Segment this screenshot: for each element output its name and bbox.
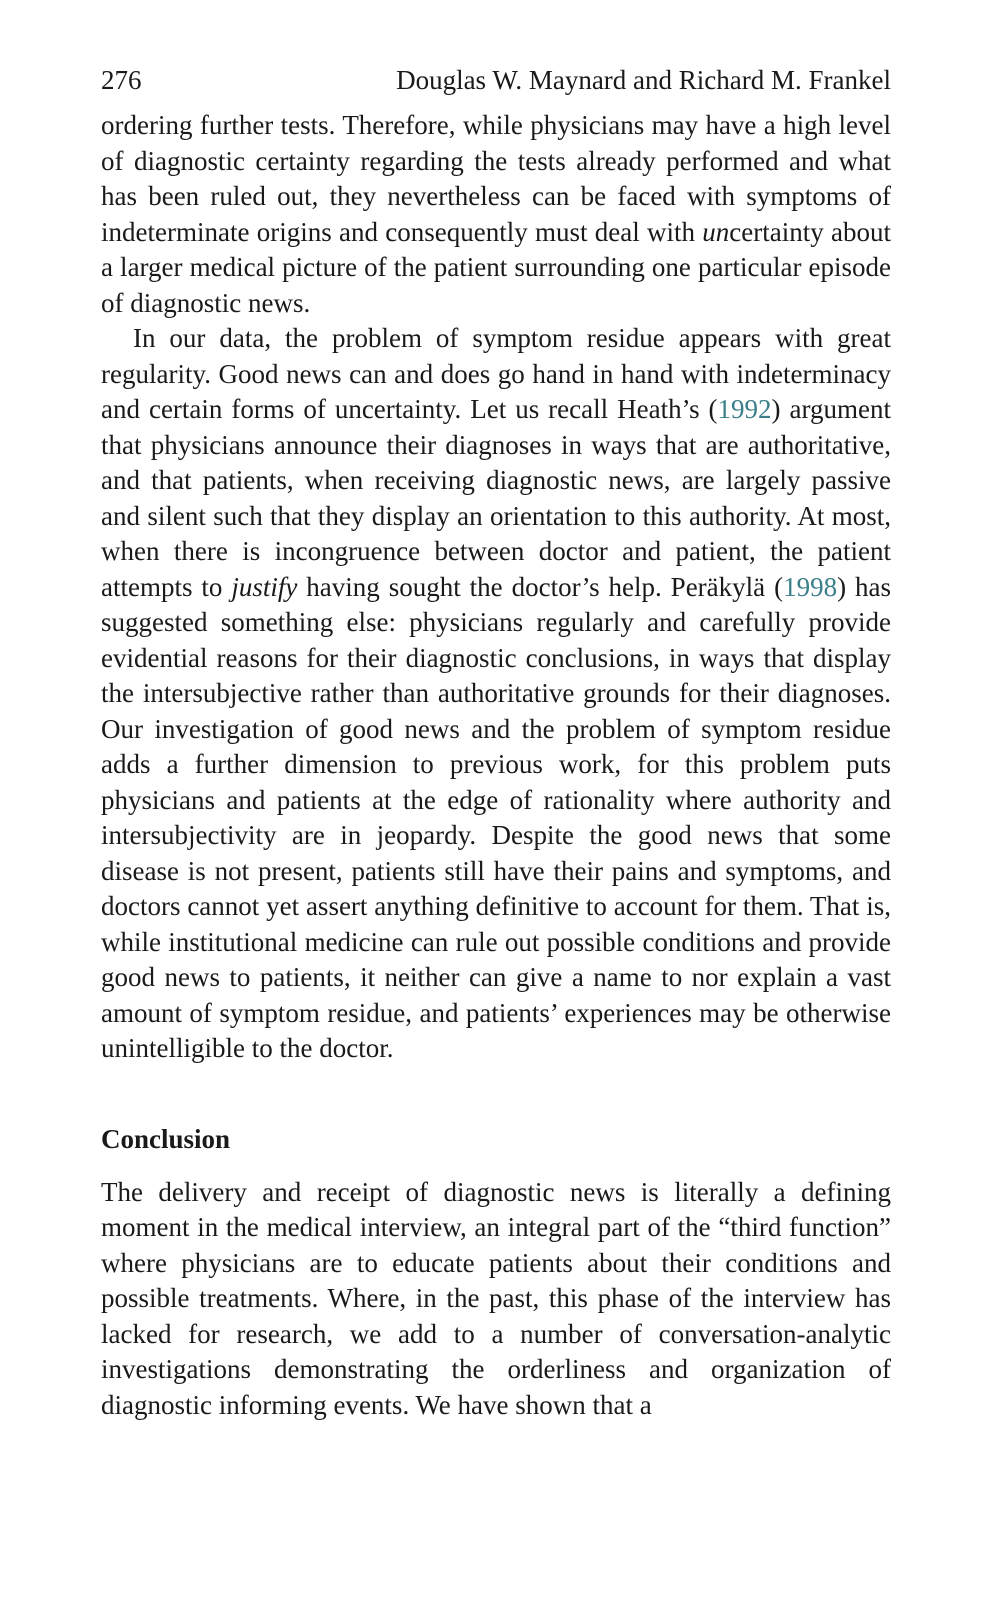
citation-link-heath-1992[interactable]: 1992 — [717, 394, 772, 424]
paragraph-1-text: ordering further tests. Therefore, while physicians may have a high level of diagnostic certainty regarding the tests already performed and what has been ruled out, they nevertheless can be faced with symptoms of indeterminate origins and consequently must deal with — [101, 110, 891, 247]
citation-link-perakyla-1998[interactable]: 1998 — [783, 571, 838, 602]
section-heading-conclusion: Conclusion — [101, 1123, 231, 1154]
paragraph-1-text-cont: certainty about a larger medical picture of the patient surrounding one particular episode of diagnostic news. — [101, 216, 891, 318]
emphasis-un: un — [702, 216, 730, 247]
paragraph-2-part-3: having sought the doctor’s help. Peräkylä ( — [297, 571, 784, 602]
paragraph-2-part-4: ) has suggested something else: physicians regularly and carefully provide evidential reasons for their diagnostic conclusions, in ways that display the intersubjective rather than authoritative grounds for their diagnoses. Our investigation of good news and the problem of symptom residue adds a further dimension to previous work, for this problem puts physicians and patients at the edge of rationality where authority and intersubjectivity are in jeopardy. Despite the good news that some disease is not present, patients still have their pains and symptoms, and doctors cannot yet assert anything definitive to account for them. That is, while institutional medicine can rule out possible conditions and provide good news to patients, it neither can give a name to nor explain a vast amount of symptom residue, and patients’ experiences may be otherwise unintelligible to the doctor. — [101, 571, 891, 1063]
paragraph-2-part-2: ) argument that physicians announce their diagnoses in ways that are authoritative, and that patients, when receiving diagnostic news, are largely passive and silent such that they display an orientation to this authority. At most, when there is incongruence between doctor and patient, the patient attempts to — [101, 394, 891, 602]
emphasis-justify: justify — [231, 571, 298, 602]
paragraph-3-text: The delivery and receipt of diagnostic news is literally a defining moment in the medical interview, an integral part of the “third function” where physicians are to educate patients about their conditions and possible treatments. Where, in the past, this phase of the interview has lacked for research, we add to a number of conversation-analytic investigations demonstrating the orderliness and organization of diagnostic informing events. We have shown that a — [101, 1176, 891, 1420]
paragraph-1 — [101, 108, 891, 321]
paragraph-2 — [101, 321, 891, 1067]
paragraph-3 — [101, 1175, 891, 1424]
book-page — [101, 62, 891, 1423]
running-head — [101, 62, 891, 98]
paragraph-2-part-1: In our data, the problem of symptom residue appears with great regularity. Good news can and does go hand in hand with indeterminacy and certain forms of uncertainty. Let us recall Heath’s ( — [101, 323, 891, 424]
page-number: 276 — [101, 65, 142, 95]
author-names: Douglas W. Maynard and Richard M. Frankel — [396, 65, 891, 95]
